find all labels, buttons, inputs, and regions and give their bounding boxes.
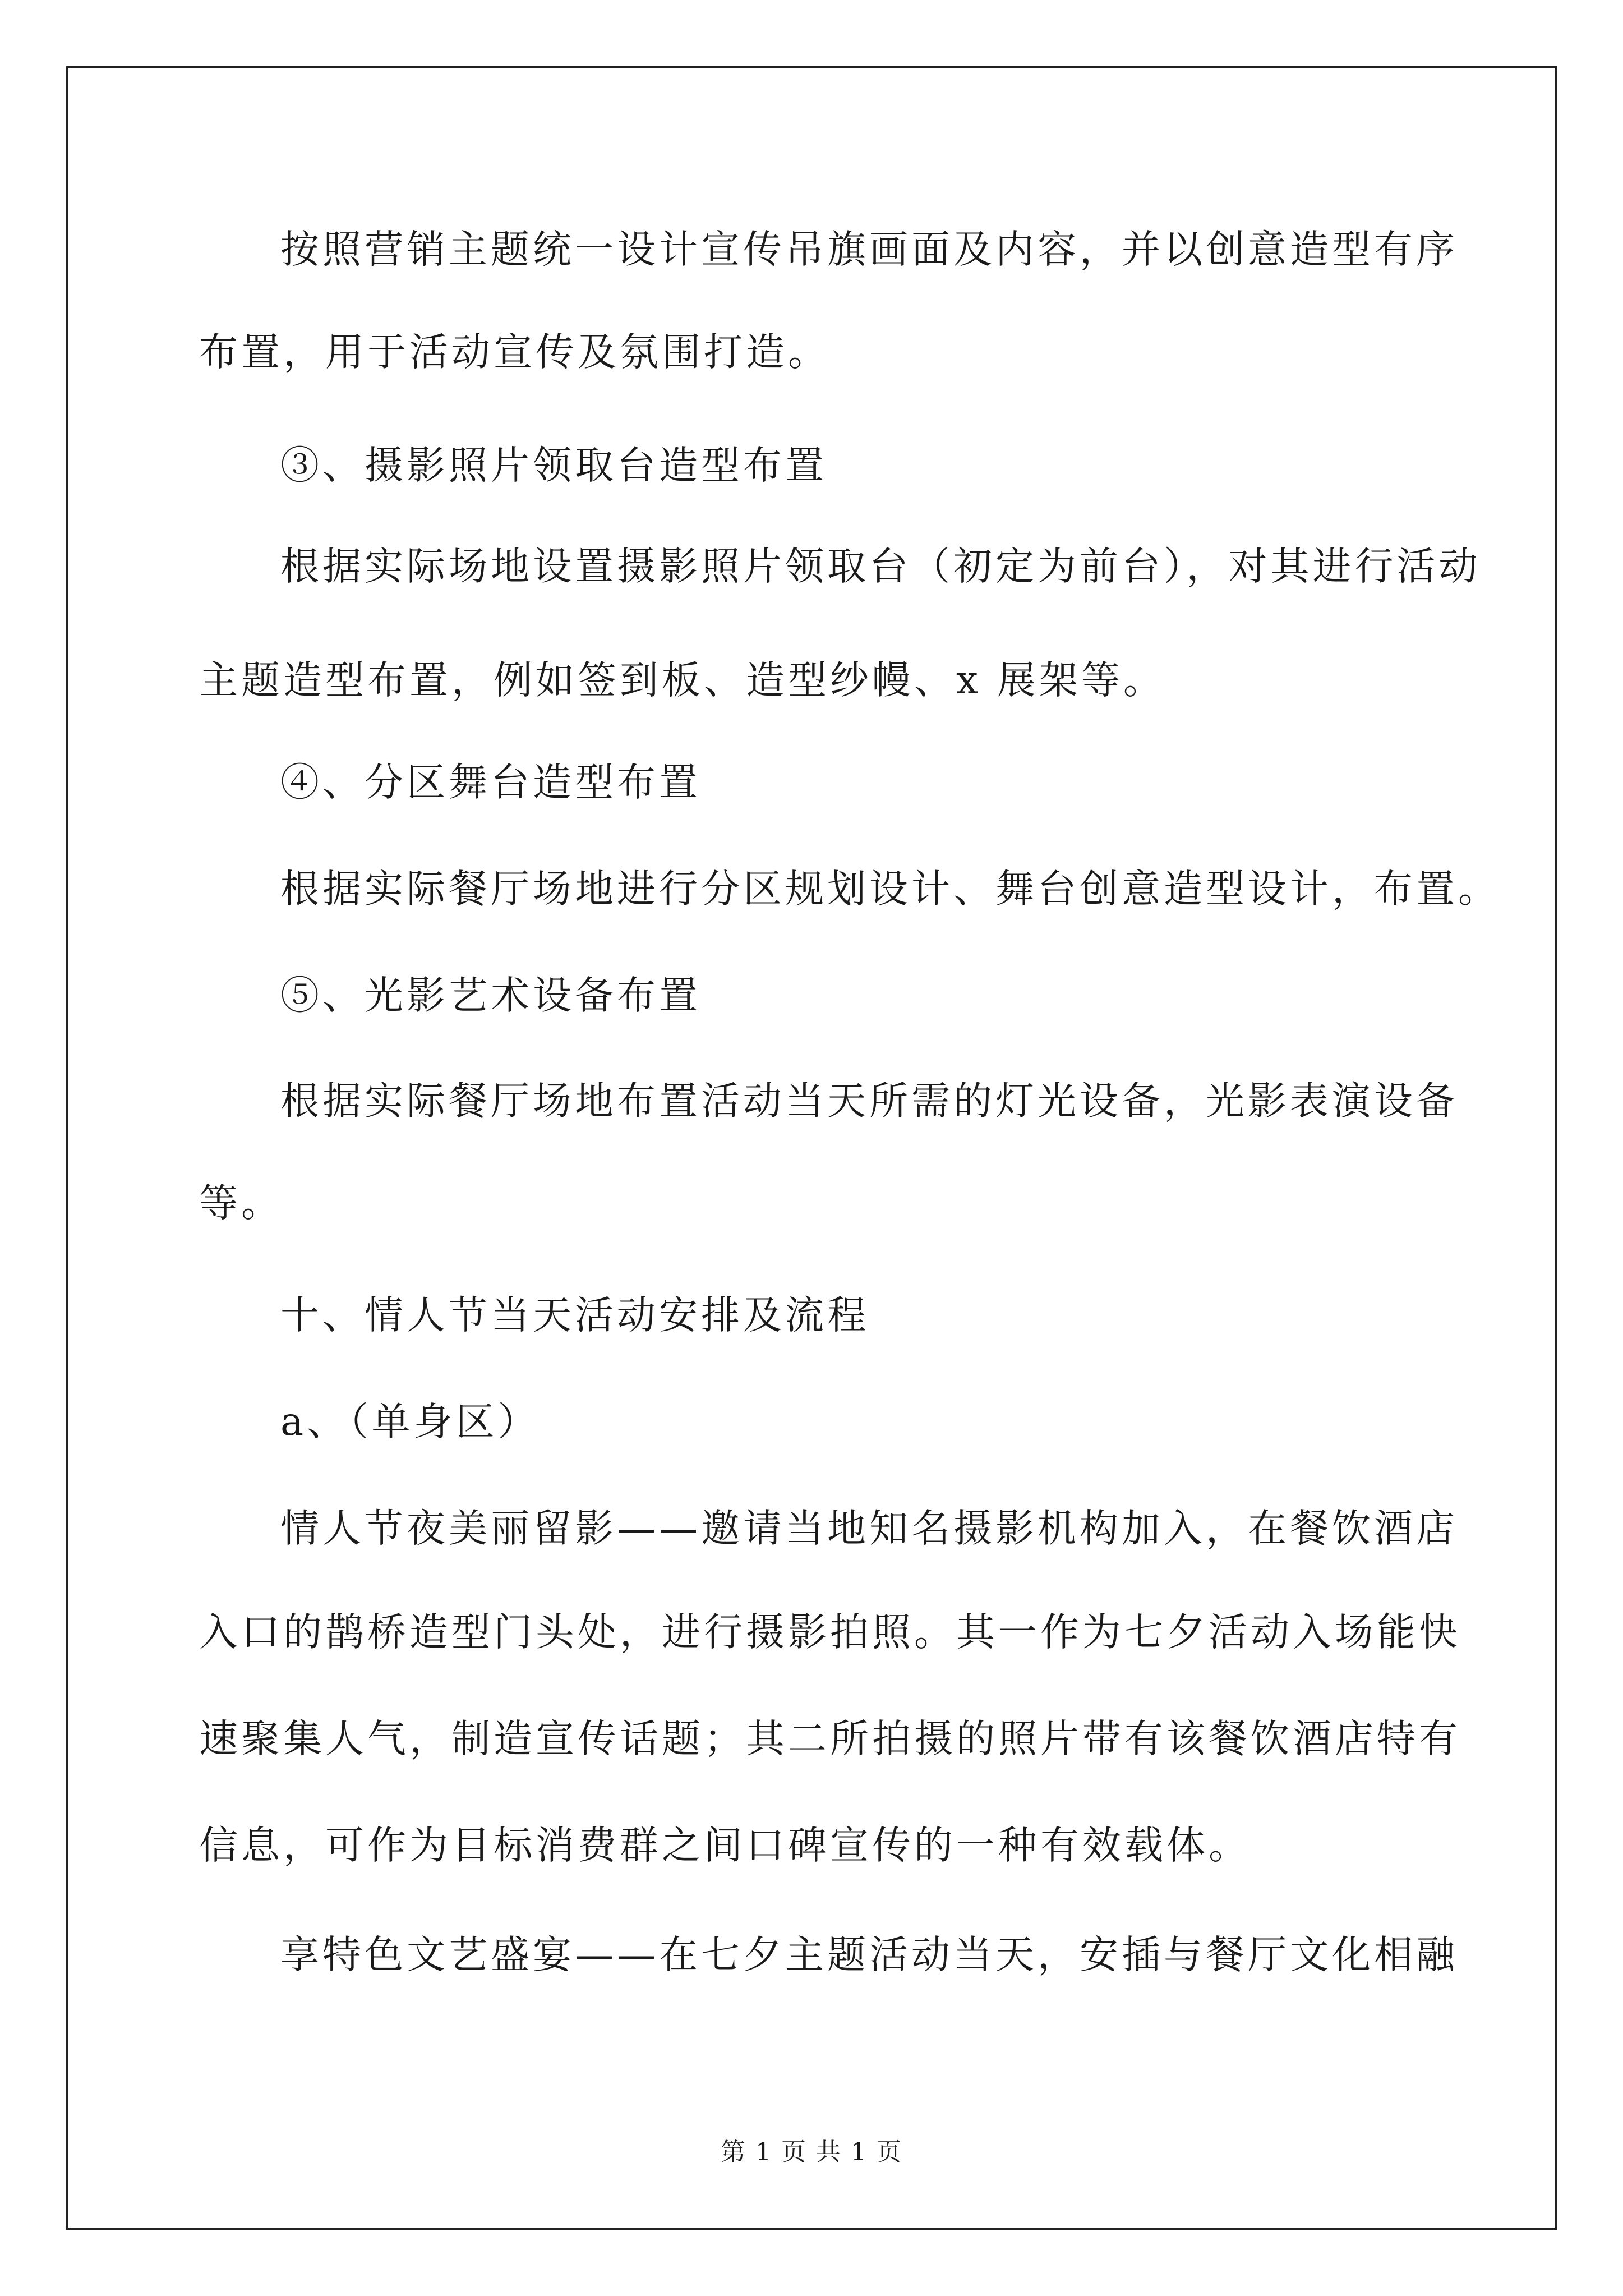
section-heading: 十、情人节当天活动安排及流程 [280, 1293, 869, 1338]
paragraph-line: 等。 [199, 1181, 283, 1226]
section-heading: ④、分区舞台造型布置 [280, 760, 701, 805]
section-heading: ⑤、光影艺术设备布置 [280, 973, 701, 1018]
paragraph-line: 根据实际餐厅场地布置活动当天所需的灯光设备，光影表演设备 [280, 1079, 1458, 1124]
paragraph-line: 速聚集人气，制造宣传话题；其二所拍摄的照片带有该餐饮酒店特有 [199, 1717, 1461, 1761]
page-border [66, 66, 1557, 2230]
paragraph-line: 情人节夜美丽留影——邀请当地知名摄影机构加入，在餐饮酒店 [280, 1506, 1458, 1551]
paragraph-line: 信息，可作为目标消费群之间口碑宣传的一种有效载体。 [199, 1823, 1251, 1868]
paragraph-line: 布置，用于活动宣传及氛围打造。 [199, 330, 830, 375]
section-heading: a、（单身区） [280, 1400, 540, 1444]
paragraph-line: 根据实际场地设置摄影照片领取台（初定为前台），对其进行活动 [280, 544, 1481, 589]
paragraph-line: 根据实际餐厅场地进行分区规划设计、舞台创意造型设计，布置。 [280, 867, 1500, 912]
page-number-footer: 第 1 页 共 1 页 [721, 2138, 902, 2166]
paragraph-line: 按照营销主题统一设计宣传吊旗画面及内容，并以创意造型有序 [280, 227, 1458, 272]
paragraph-line: 享特色文艺盛宴——在七夕主题活动当天，安插与餐厅文化相融 [280, 1932, 1458, 1977]
paragraph-line: 主题造型布置，例如签到板、造型纱幔、x 展架等。 [199, 658, 1165, 703]
section-heading: ③、摄影照片领取台造型布置 [280, 443, 827, 488]
paragraph-line: 入口的鹊桥造型门头处，进行摄影拍照。其一作为七夕活动入场能快 [199, 1610, 1461, 1655]
